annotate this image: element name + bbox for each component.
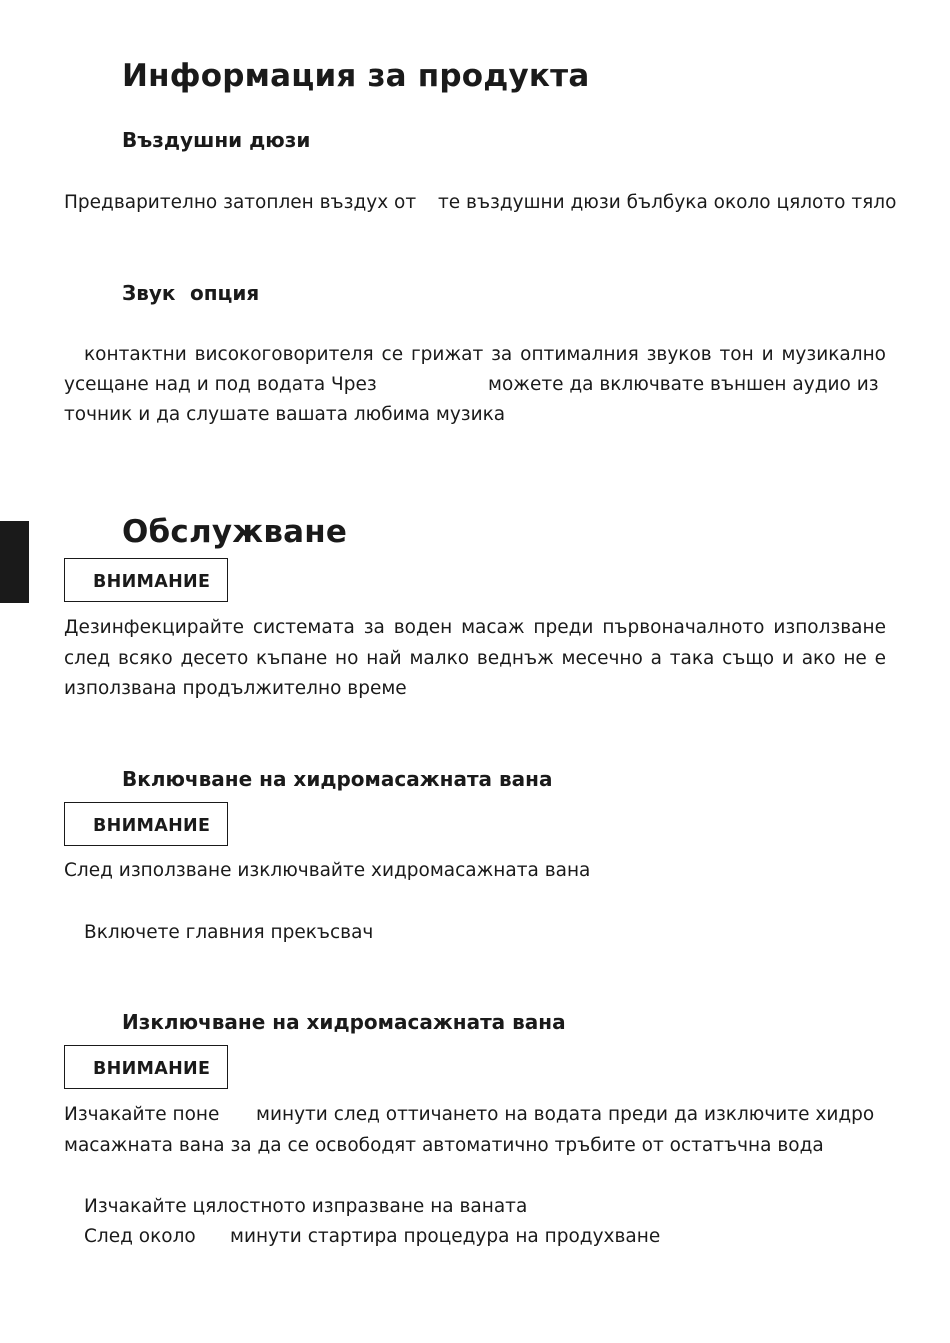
switch-on-step-1: Включете главния прекъсвач <box>84 922 374 943</box>
sound-text-line-2-end: можете да включвате външен аудио из <box>488 374 879 395</box>
switch-off-warning-box <box>64 1045 228 1089</box>
sound-text-line-2-start: усещане над и под водата Чрез <box>64 374 377 395</box>
sound-heading-main: Звук <box>122 281 176 305</box>
switch-on-warning-label: ВНИМАНИЕ <box>93 816 211 836</box>
disinfect-text-line-3: използвана продължително време <box>64 678 407 699</box>
sound-heading-option: опция <box>190 281 260 305</box>
switch-on-text: След използване изключвайте хидромасажната вана <box>64 860 591 881</box>
warning-label: ВНИМАНИЕ <box>93 572 211 592</box>
switch-on-heading: Включване на хидромасажната вана <box>122 767 553 791</box>
switch-off-step-2-start: След около <box>84 1226 196 1247</box>
switch-off-text-line-2: масажната вана за да се освободят автоматично тръбите от остатъчна вода <box>64 1135 824 1156</box>
warning-box <box>64 558 228 602</box>
sound-text-line-1: контактни високоговорителя се грижат за оптималния звуков тон и музикално <box>84 344 886 365</box>
product-info-title: Информация за продукта <box>122 58 590 94</box>
air-jets-text-end: те въздушни дюзи бълбука около цялото тяло <box>438 192 897 213</box>
air-jets-text-start: Предварително затоплен въздух от <box>64 192 417 213</box>
switch-off-step-2-end: минути стартира процедура на продухване <box>230 1226 661 1247</box>
disinfect-text-line-1: Дезинфекцирайте системата за воден масаж преди първоначалното използване <box>64 617 886 638</box>
switch-off-heading: Изключване на хидромасажната вана <box>122 1010 566 1034</box>
switch-off-text-line-1-start: Изчакайте поне <box>64 1104 220 1125</box>
section-side-tab <box>0 521 29 603</box>
service-title: Обслужване <box>122 514 348 550</box>
switch-off-warning-label: ВНИМАНИЕ <box>93 1059 211 1079</box>
switch-on-warning-box <box>64 802 228 846</box>
disinfect-text-line-2: след всяко десето къпане но най малко веднъж месечно а така също и ако не е <box>64 648 886 669</box>
sound-text-line-3: точник и да слушате вашата любима музика <box>64 404 506 425</box>
switch-off-text-line-1-end: минути след оттичането на водата преди да изключите хидро <box>256 1104 875 1125</box>
air-jets-heading: Въздушни дюзи <box>122 128 311 152</box>
switch-off-step-1: Изчакайте цялостното изпразване на ваната <box>84 1196 528 1217</box>
